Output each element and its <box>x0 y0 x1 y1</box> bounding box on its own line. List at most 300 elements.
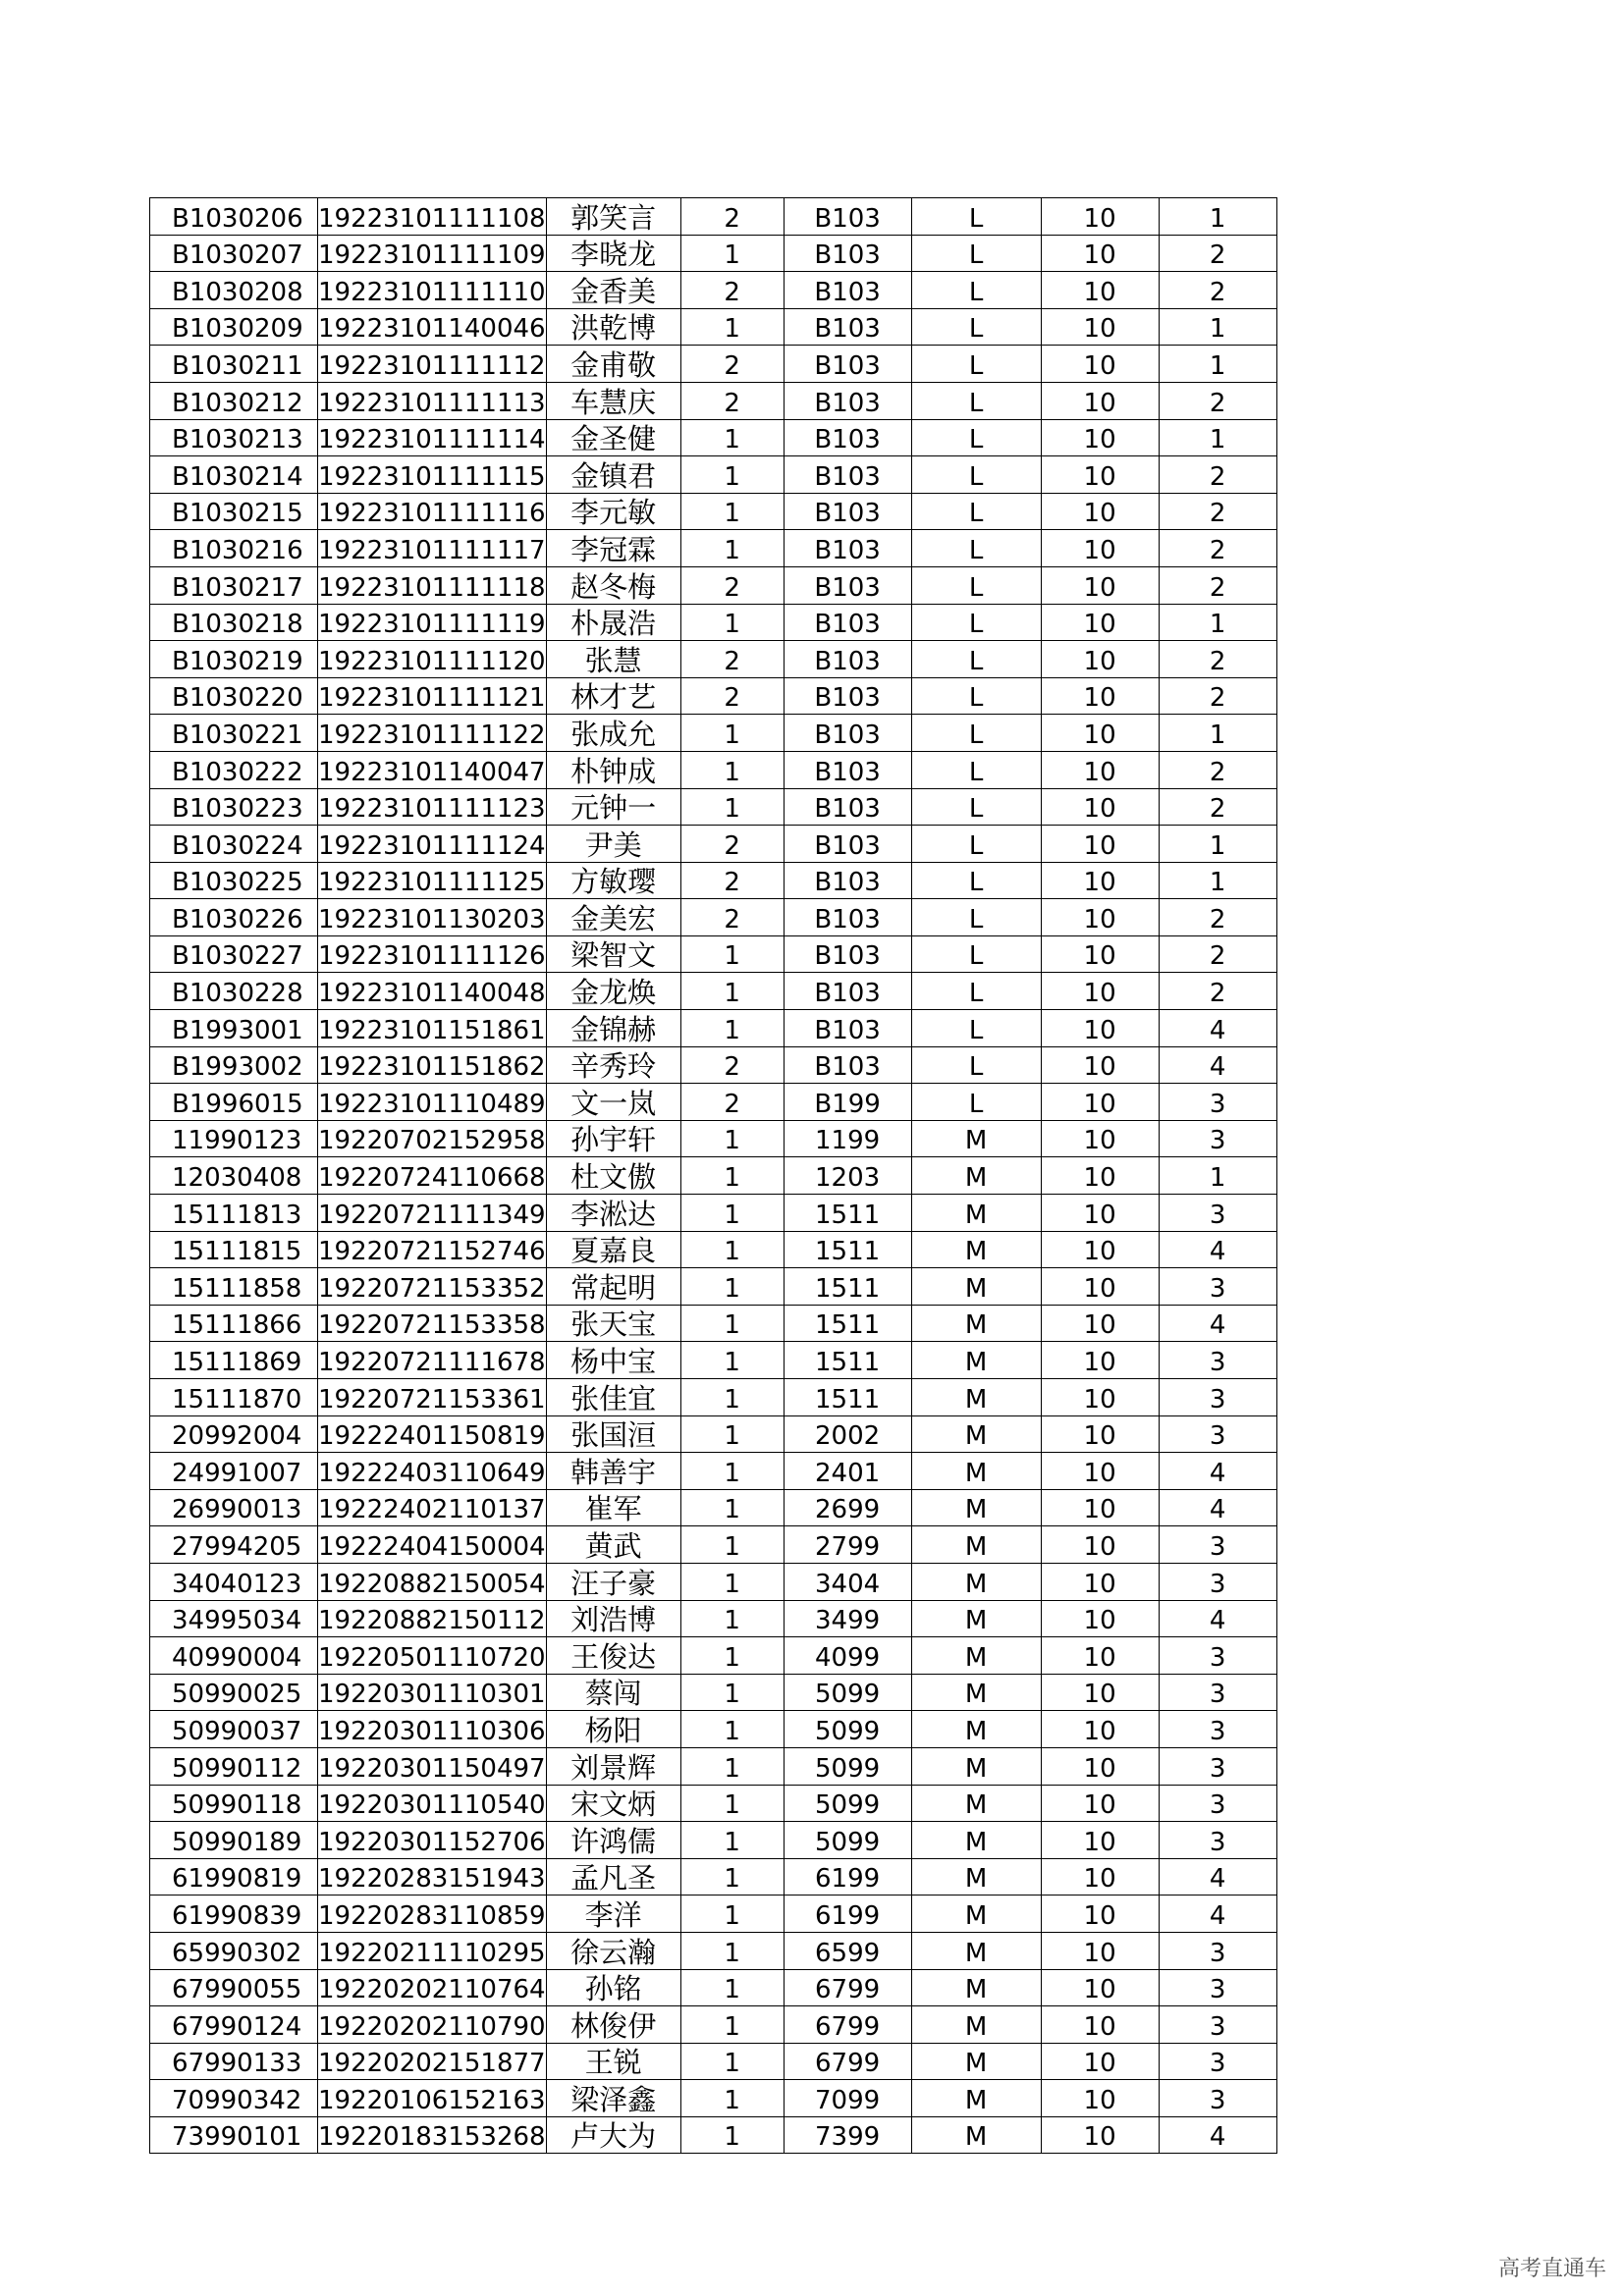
name-cell: 尹美 <box>546 826 680 863</box>
exam-id-cell: 19223101140048 <box>318 973 547 1010</box>
unit-code-cell: B103 <box>784 677 911 715</box>
score-cell: 10 <box>1041 493 1159 530</box>
category-cell: L <box>911 235 1041 272</box>
level-cell: 4 <box>1159 1231 1276 1268</box>
table-row <box>150 1489 1277 1526</box>
row-code-cell: 26990013 <box>150 1489 318 1526</box>
gender-cell: 1 <box>680 308 784 346</box>
category-cell: M <box>911 1637 1041 1675</box>
table-row <box>150 1268 1277 1306</box>
gender-cell: 2 <box>680 826 784 863</box>
row-code-cell: B1030225 <box>150 862 318 899</box>
level-cell: 1 <box>1159 826 1276 863</box>
row-code-cell: B1030223 <box>150 788 318 826</box>
row-code-cell: B1030213 <box>150 419 318 456</box>
exam-id-cell: 19220301150497 <box>318 1747 547 1785</box>
unit-code-cell: 2002 <box>784 1415 911 1453</box>
category-cell: M <box>911 2080 1041 2117</box>
row-code-cell: 15111815 <box>150 1231 318 1268</box>
gender-cell: 1 <box>680 2080 784 2117</box>
exam-id-cell: 19220721153361 <box>318 1379 547 1416</box>
exam-id-cell: 19220283110859 <box>318 1896 547 1933</box>
row-code-cell: B1996015 <box>150 1084 318 1121</box>
exam-id-cell: 19223101111126 <box>318 935 547 973</box>
gender-cell: 1 <box>680 1896 784 1933</box>
row-code-cell: B1030217 <box>150 566 318 604</box>
table-row <box>150 419 1277 456</box>
name-cell: 金香美 <box>546 272 680 309</box>
table-body <box>150 198 1277 2154</box>
score-cell: 10 <box>1041 1342 1159 1379</box>
gender-cell: 1 <box>680 1526 784 1564</box>
exam-id-cell: 19223101111109 <box>318 235 547 272</box>
category-cell: M <box>911 1785 1041 1822</box>
category-cell: L <box>911 677 1041 715</box>
score-cell: 10 <box>1041 456 1159 494</box>
score-cell: 10 <box>1041 1046 1159 1084</box>
exam-id-cell: 19220211110295 <box>318 1932 547 1969</box>
score-cell: 10 <box>1041 641 1159 678</box>
gender-cell: 2 <box>680 1046 784 1084</box>
category-cell: L <box>911 973 1041 1010</box>
level-cell: 3 <box>1159 1785 1276 1822</box>
row-code-cell: 50990189 <box>150 1822 318 1859</box>
row-code-cell: B1030206 <box>150 198 318 236</box>
table-row <box>150 1858 1277 1896</box>
score-cell: 10 <box>1041 1526 1159 1564</box>
unit-code-cell: B103 <box>784 566 911 604</box>
table-row <box>150 1896 1277 1933</box>
unit-code-cell: B103 <box>784 935 911 973</box>
score-cell: 10 <box>1041 235 1159 272</box>
name-cell: 黄武 <box>546 1526 680 1564</box>
watermark: 高考直通车 <box>1497 2257 1606 2281</box>
table-row <box>150 1526 1277 1564</box>
table-row <box>150 1637 1277 1675</box>
table-row <box>150 1010 1277 1047</box>
level-cell: 2 <box>1159 899 1276 936</box>
name-cell: 金甫敬 <box>546 346 680 383</box>
level-cell: 2 <box>1159 935 1276 973</box>
name-cell: 金美宏 <box>546 899 680 936</box>
unit-code-cell: 5099 <box>784 1674 911 1711</box>
level-cell: 3 <box>1159 1526 1276 1564</box>
unit-code-cell: B103 <box>784 788 911 826</box>
name-cell: 夏嘉良 <box>546 1231 680 1268</box>
category-cell: L <box>911 788 1041 826</box>
unit-code-cell: 7099 <box>784 2080 911 2117</box>
exam-id-cell: 19223101140046 <box>318 308 547 346</box>
score-cell: 10 <box>1041 2080 1159 2117</box>
gender-cell: 1 <box>680 1379 784 1416</box>
score-cell: 10 <box>1041 715 1159 752</box>
unit-code-cell: B103 <box>784 751 911 788</box>
unit-code-cell: B103 <box>784 715 911 752</box>
name-cell: 张佳宜 <box>546 1379 680 1416</box>
score-cell: 10 <box>1041 2006 1159 2044</box>
name-cell: 朴晟浩 <box>546 604 680 641</box>
name-cell: 金镇君 <box>546 456 680 494</box>
level-cell: 3 <box>1159 1711 1276 1748</box>
name-cell: 杜文傲 <box>546 1157 680 1195</box>
exam-id-cell: 19223101111118 <box>318 566 547 604</box>
gender-cell: 2 <box>680 272 784 309</box>
score-cell: 10 <box>1041 198 1159 236</box>
unit-code-cell: 1511 <box>784 1342 911 1379</box>
category-cell: M <box>911 1674 1041 1711</box>
row-code-cell: 61990819 <box>150 1858 318 1896</box>
level-cell: 3 <box>1159 1563 1276 1600</box>
category-cell: L <box>911 272 1041 309</box>
table-row <box>150 308 1277 346</box>
category-cell: L <box>911 862 1041 899</box>
score-cell: 10 <box>1041 1674 1159 1711</box>
exam-id-cell: 19220202151877 <box>318 2043 547 2080</box>
table-row <box>150 826 1277 863</box>
row-code-cell: B1993001 <box>150 1010 318 1047</box>
row-code-cell: B1030212 <box>150 382 318 419</box>
table-row <box>150 1195 1277 1232</box>
exam-id-cell: 19223101111110 <box>318 272 547 309</box>
category-cell: M <box>911 2116 1041 2154</box>
name-cell: 蔡闯 <box>546 1674 680 1711</box>
unit-code-cell: 3499 <box>784 1600 911 1637</box>
name-cell: 朴钟成 <box>546 751 680 788</box>
row-code-cell: B1030222 <box>150 751 318 788</box>
table-row <box>150 493 1277 530</box>
category-cell: M <box>911 1379 1041 1416</box>
name-cell: 宋文炳 <box>546 1785 680 1822</box>
score-cell: 10 <box>1041 1896 1159 1933</box>
category-cell: L <box>911 198 1041 236</box>
exam-id-cell: 19220301110306 <box>318 1711 547 1748</box>
level-cell: 1 <box>1159 1157 1276 1195</box>
score-cell: 10 <box>1041 1858 1159 1896</box>
exam-id-cell: 19220301152706 <box>318 1822 547 1859</box>
category-cell: M <box>911 1120 1041 1157</box>
row-code-cell: B1030218 <box>150 604 318 641</box>
table-row <box>150 235 1277 272</box>
table-row <box>150 2116 1277 2154</box>
score-cell: 10 <box>1041 1010 1159 1047</box>
unit-code-cell: 6799 <box>784 1969 911 2006</box>
table-row <box>150 1932 1277 1969</box>
category-cell: M <box>911 1822 1041 1859</box>
category-cell: L <box>911 382 1041 419</box>
name-cell: 元钟一 <box>546 788 680 826</box>
name-cell: 卢大为 <box>546 2116 680 2154</box>
exam-id-cell: 19223101111120 <box>318 641 547 678</box>
row-code-cell: 27994205 <box>150 1526 318 1564</box>
category-cell: L <box>911 566 1041 604</box>
table-row <box>150 751 1277 788</box>
category-cell: L <box>911 346 1041 383</box>
unit-code-cell: B103 <box>784 493 911 530</box>
gender-cell: 1 <box>680 973 784 1010</box>
category-cell: M <box>911 1932 1041 1969</box>
score-cell: 10 <box>1041 1084 1159 1121</box>
table-row <box>150 198 1277 236</box>
level-cell: 4 <box>1159 1600 1276 1637</box>
score-cell: 10 <box>1041 1453 1159 1490</box>
unit-code-cell: B103 <box>784 530 911 567</box>
score-cell: 10 <box>1041 1415 1159 1453</box>
exam-id-cell: 19223101111119 <box>318 604 547 641</box>
level-cell: 3 <box>1159 1822 1276 1859</box>
row-code-cell: B1030216 <box>150 530 318 567</box>
unit-code-cell: B103 <box>784 308 911 346</box>
row-code-cell: B1030221 <box>150 715 318 752</box>
gender-cell: 1 <box>680 1637 784 1675</box>
exam-id-cell: 19220882150054 <box>318 1563 547 1600</box>
gender-cell: 1 <box>680 235 784 272</box>
name-cell: 李元敏 <box>546 493 680 530</box>
level-cell: 2 <box>1159 751 1276 788</box>
category-cell: M <box>911 1969 1041 2006</box>
table-row <box>150 1785 1277 1822</box>
score-cell: 10 <box>1041 1231 1159 1268</box>
exam-id-cell: 19223101140047 <box>318 751 547 788</box>
gender-cell: 1 <box>680 1157 784 1195</box>
category-cell: L <box>911 1010 1041 1047</box>
score-cell: 10 <box>1041 2116 1159 2154</box>
level-cell: 2 <box>1159 566 1276 604</box>
level-cell: 4 <box>1159 1858 1276 1896</box>
unit-code-cell: B103 <box>784 899 911 936</box>
name-cell: 梁智文 <box>546 935 680 973</box>
score-cell: 10 <box>1041 1932 1159 1969</box>
name-cell: 孙铭 <box>546 1969 680 2006</box>
row-code-cell: 24991007 <box>150 1453 318 1490</box>
score-cell: 10 <box>1041 1563 1159 1600</box>
unit-code-cell: 6599 <box>784 1932 911 1969</box>
row-code-cell: 15111813 <box>150 1195 318 1232</box>
level-cell: 4 <box>1159 1010 1276 1047</box>
unit-code-cell: 1199 <box>784 1120 911 1157</box>
level-cell: 1 <box>1159 419 1276 456</box>
gender-cell: 1 <box>680 1858 784 1896</box>
level-cell: 1 <box>1159 198 1276 236</box>
name-cell: 梁泽鑫 <box>546 2080 680 2117</box>
row-code-cell: 50990118 <box>150 1785 318 1822</box>
row-code-cell: 15111866 <box>150 1305 318 1342</box>
row-code-cell: 50990037 <box>150 1711 318 1748</box>
category-cell: M <box>911 1157 1041 1195</box>
unit-code-cell: 6199 <box>784 1858 911 1896</box>
exam-id-cell: 19223101111121 <box>318 677 547 715</box>
table-row <box>150 788 1277 826</box>
table-row <box>150 1415 1277 1453</box>
exam-id-cell: 19220724110668 <box>318 1157 547 1195</box>
score-cell: 10 <box>1041 1747 1159 1785</box>
unit-code-cell: B103 <box>784 604 911 641</box>
table-row <box>150 1157 1277 1195</box>
category-cell: M <box>911 1896 1041 1933</box>
row-code-cell: 15111869 <box>150 1342 318 1379</box>
level-cell: 4 <box>1159 2116 1276 2154</box>
level-cell: 3 <box>1159 1195 1276 1232</box>
category-cell: L <box>911 641 1041 678</box>
name-cell: 洪乾博 <box>546 308 680 346</box>
unit-code-cell: B103 <box>784 862 911 899</box>
exam-id-cell: 19222404150004 <box>318 1526 547 1564</box>
exam-id-cell: 19223101151862 <box>318 1046 547 1084</box>
table-row <box>150 2043 1277 2080</box>
category-cell: M <box>911 1489 1041 1526</box>
category-cell: M <box>911 1563 1041 1600</box>
category-cell: L <box>911 530 1041 567</box>
table-row <box>150 346 1277 383</box>
exam-id-cell: 19220183153268 <box>318 2116 547 2154</box>
row-code-cell: 20992004 <box>150 1415 318 1453</box>
gender-cell: 1 <box>680 493 784 530</box>
level-cell: 1 <box>1159 862 1276 899</box>
gender-cell: 1 <box>680 456 784 494</box>
level-cell: 3 <box>1159 1637 1276 1675</box>
level-cell: 4 <box>1159 1305 1276 1342</box>
exam-id-cell: 19220721111349 <box>318 1195 547 1232</box>
score-cell: 10 <box>1041 788 1159 826</box>
unit-code-cell: B103 <box>784 826 911 863</box>
gender-cell: 1 <box>680 1674 784 1711</box>
name-cell: 杨阳 <box>546 1711 680 1748</box>
exam-id-cell: 19222403110649 <box>318 1453 547 1490</box>
category-cell: L <box>911 826 1041 863</box>
level-cell: 3 <box>1159 1268 1276 1306</box>
score-cell: 10 <box>1041 1637 1159 1675</box>
data-table <box>149 197 1277 2154</box>
gender-cell: 1 <box>680 751 784 788</box>
unit-code-cell: B103 <box>784 973 911 1010</box>
table-row <box>150 530 1277 567</box>
gender-cell: 1 <box>680 1120 784 1157</box>
table-row <box>150 1969 1277 2006</box>
level-cell: 2 <box>1159 493 1276 530</box>
score-cell: 10 <box>1041 530 1159 567</box>
exam-id-cell: 19222402110137 <box>318 1489 547 1526</box>
row-code-cell: B1030227 <box>150 935 318 973</box>
row-code-cell: 15111870 <box>150 1379 318 1416</box>
gender-cell: 1 <box>680 935 784 973</box>
score-cell: 10 <box>1041 973 1159 1010</box>
row-code-cell: 73990101 <box>150 2116 318 2154</box>
name-cell: 李淞达 <box>546 1195 680 1232</box>
category-cell: L <box>911 1084 1041 1121</box>
level-cell: 3 <box>1159 1747 1276 1785</box>
level-cell: 3 <box>1159 2080 1276 2117</box>
row-code-cell: 50990025 <box>150 1674 318 1711</box>
category-cell: L <box>911 604 1041 641</box>
score-cell: 10 <box>1041 935 1159 973</box>
gender-cell: 2 <box>680 1084 784 1121</box>
gender-cell: 1 <box>680 1822 784 1859</box>
category-cell: M <box>911 1268 1041 1306</box>
name-cell: 崔军 <box>546 1489 680 1526</box>
gender-cell: 2 <box>680 899 784 936</box>
exam-id-cell: 19223101111122 <box>318 715 547 752</box>
score-cell: 10 <box>1041 346 1159 383</box>
table-row <box>150 1563 1277 1600</box>
gender-cell: 1 <box>680 1600 784 1637</box>
name-cell: 韩善宇 <box>546 1453 680 1490</box>
exam-id-cell: 19223101111116 <box>318 493 547 530</box>
exam-id-cell: 19223101111125 <box>318 862 547 899</box>
gender-cell: 1 <box>680 1785 784 1822</box>
score-cell: 10 <box>1041 1195 1159 1232</box>
gender-cell: 1 <box>680 419 784 456</box>
score-cell: 10 <box>1041 1785 1159 1822</box>
gender-cell: 2 <box>680 566 784 604</box>
gender-cell: 2 <box>680 862 784 899</box>
score-cell: 10 <box>1041 419 1159 456</box>
unit-code-cell: 1511 <box>784 1268 911 1306</box>
row-code-cell: B1030209 <box>150 308 318 346</box>
exam-id-cell: 19220202110764 <box>318 1969 547 2006</box>
row-code-cell: 67990055 <box>150 1969 318 2006</box>
unit-code-cell: 3404 <box>784 1563 911 1600</box>
category-cell: M <box>911 1453 1041 1490</box>
name-cell: 刘景辉 <box>546 1747 680 1785</box>
exam-id-cell: 19223101111112 <box>318 346 547 383</box>
level-cell: 2 <box>1159 382 1276 419</box>
unit-code-cell: B103 <box>784 235 911 272</box>
category-cell: L <box>911 456 1041 494</box>
exam-id-cell: 19223101111124 <box>318 826 547 863</box>
unit-code-cell: 5099 <box>784 1747 911 1785</box>
table-row <box>150 1453 1277 1490</box>
exam-id-cell: 19220106152163 <box>318 2080 547 2117</box>
row-code-cell: B1030224 <box>150 826 318 863</box>
score-cell: 10 <box>1041 272 1159 309</box>
category-cell: L <box>911 419 1041 456</box>
row-code-cell: B1030220 <box>150 677 318 715</box>
category-cell: M <box>911 1747 1041 1785</box>
unit-code-cell: B103 <box>784 346 911 383</box>
exam-id-cell: 19220202110790 <box>318 2006 547 2044</box>
unit-code-cell: 1203 <box>784 1157 911 1195</box>
gender-cell: 1 <box>680 1563 784 1600</box>
table-row <box>150 1342 1277 1379</box>
gender-cell: 1 <box>680 1010 784 1047</box>
table-row <box>150 456 1277 494</box>
category-cell: M <box>911 1305 1041 1342</box>
table-row <box>150 677 1277 715</box>
row-code-cell: B1030215 <box>150 493 318 530</box>
category-cell: M <box>911 1195 1041 1232</box>
level-cell: 2 <box>1159 973 1276 1010</box>
exam-id-cell: 19220702152958 <box>318 1120 547 1157</box>
gender-cell: 1 <box>680 1231 784 1268</box>
name-cell: 张成允 <box>546 715 680 752</box>
row-code-cell: 40990004 <box>150 1637 318 1675</box>
name-cell: 郭笑言 <box>546 198 680 236</box>
name-cell: 常起明 <box>546 1268 680 1306</box>
name-cell: 方敏璎 <box>546 862 680 899</box>
category-cell: L <box>911 493 1041 530</box>
row-code-cell: B1030226 <box>150 899 318 936</box>
score-cell: 10 <box>1041 1157 1159 1195</box>
category-cell: L <box>911 308 1041 346</box>
exam-id-cell: 19220301110540 <box>318 1785 547 1822</box>
score-cell: 10 <box>1041 1969 1159 2006</box>
row-code-cell: B1030228 <box>150 973 318 1010</box>
category-cell: M <box>911 1600 1041 1637</box>
level-cell: 2 <box>1159 272 1276 309</box>
category-cell: L <box>911 1046 1041 1084</box>
gender-cell: 1 <box>680 788 784 826</box>
exam-id-cell: 19223101111117 <box>318 530 547 567</box>
score-cell: 10 <box>1041 1600 1159 1637</box>
